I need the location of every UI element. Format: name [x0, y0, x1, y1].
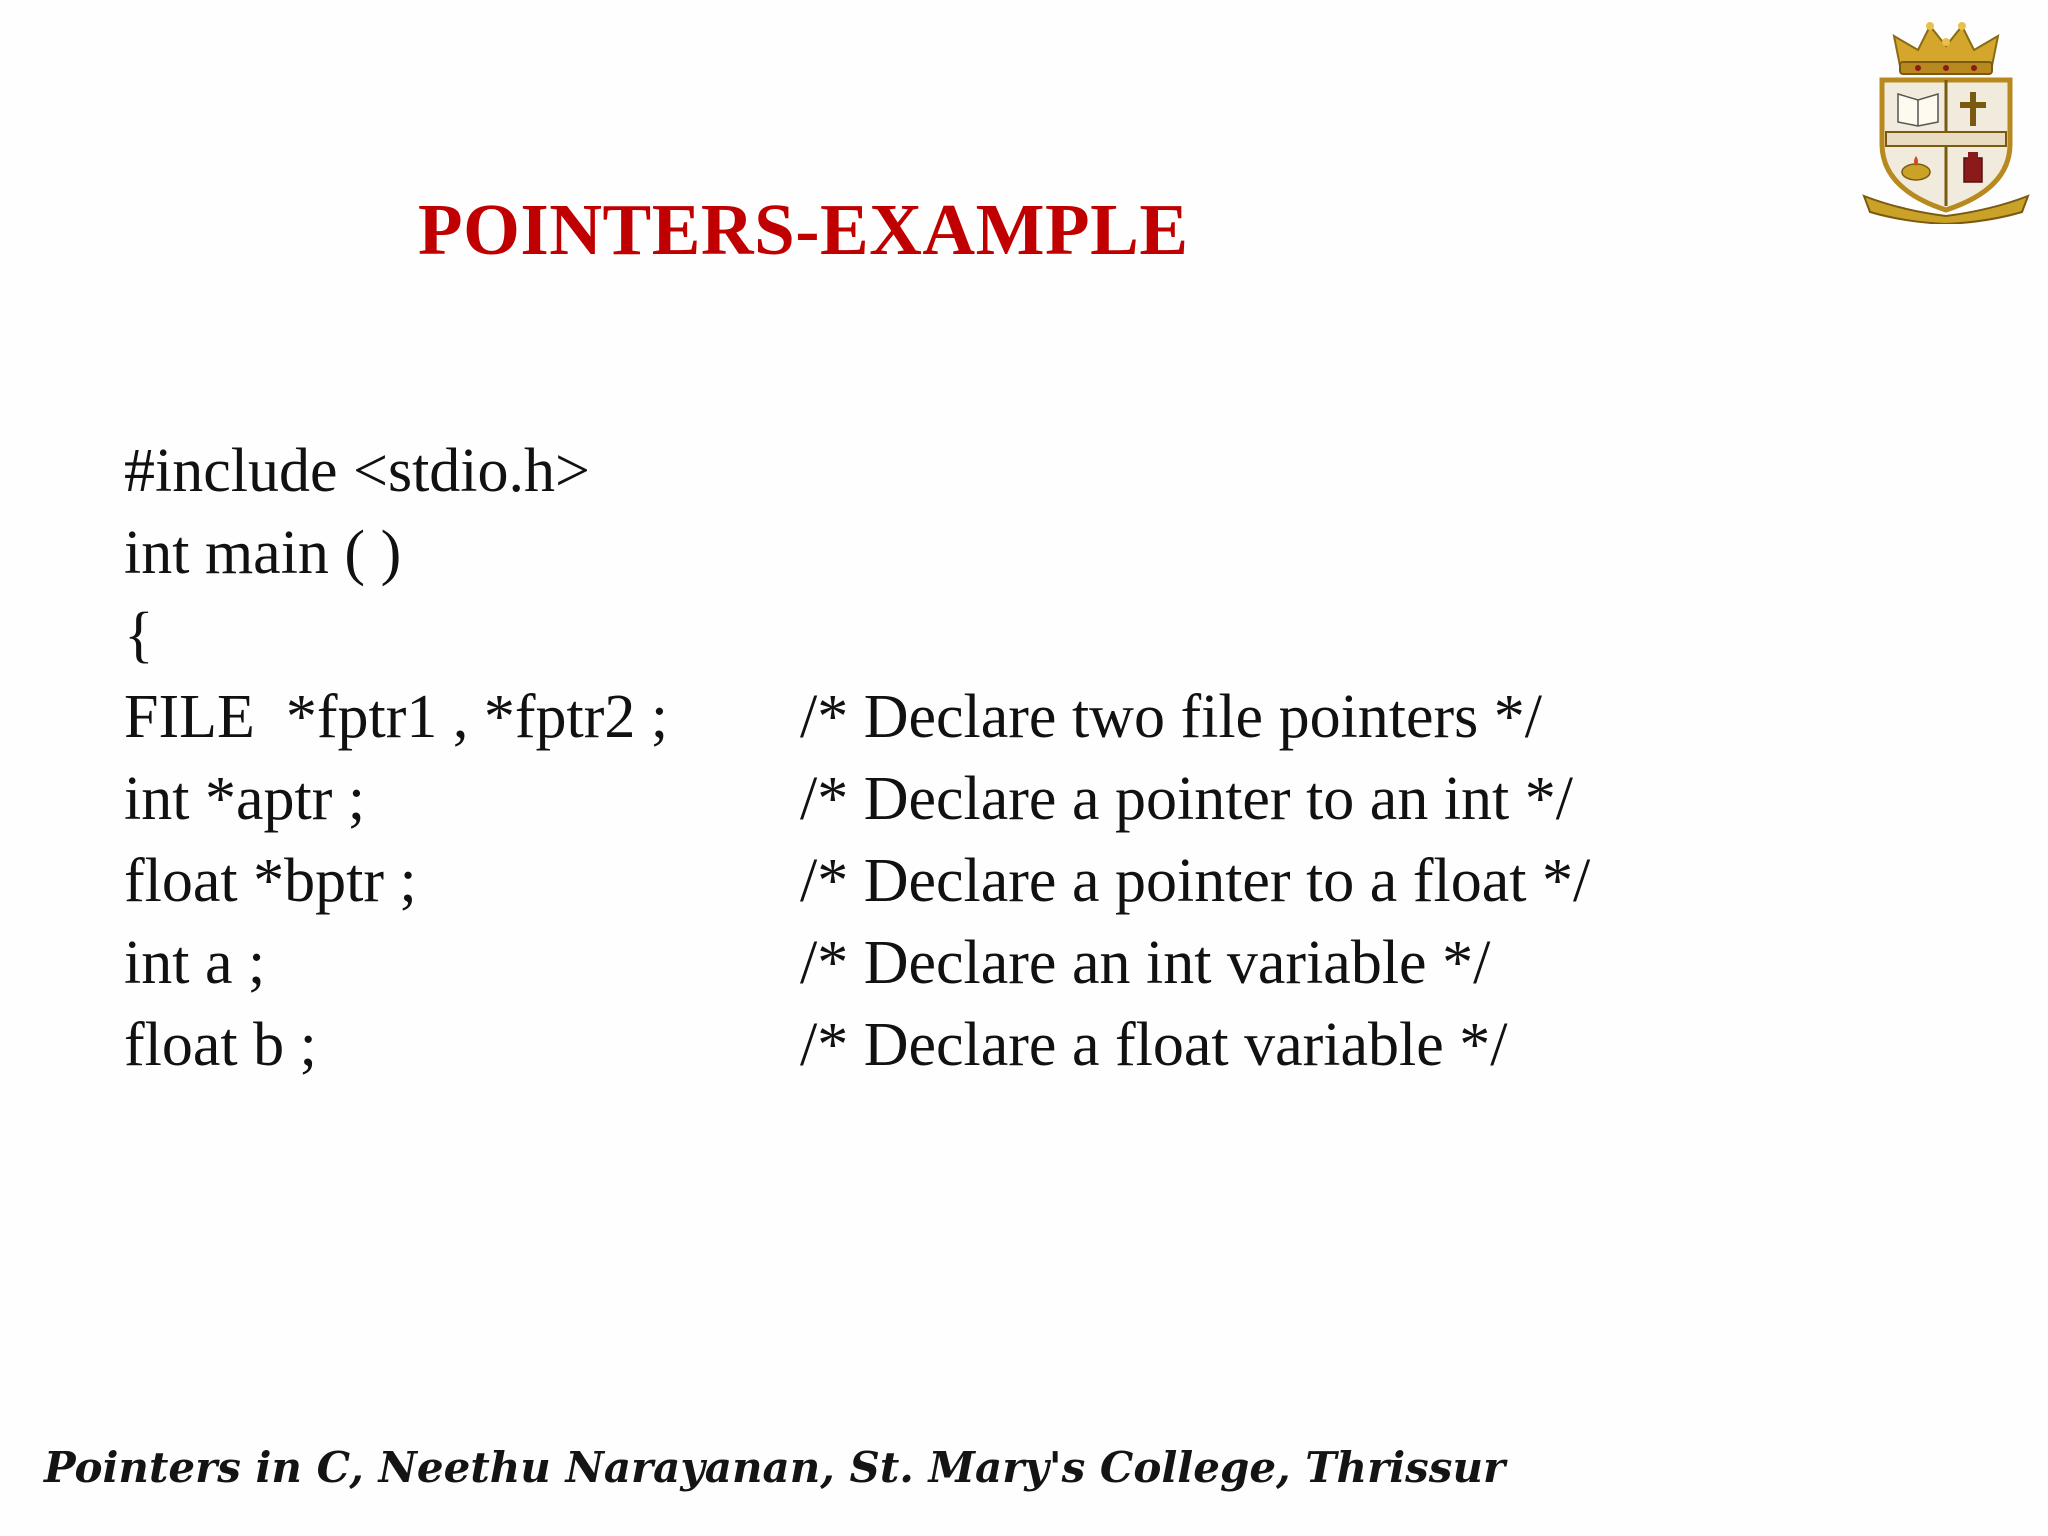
- code-statement: int *aptr ;: [124, 765, 366, 833]
- code-line: [124, 758, 1884, 840]
- code-line: [124, 840, 1884, 922]
- code-statement: int a ;: [124, 929, 266, 997]
- code-line: [124, 594, 1884, 676]
- code-statement: #include <stdio.h>: [124, 437, 590, 505]
- code-statement: {: [124, 601, 154, 669]
- code-statement: float b ;: [124, 1011, 317, 1079]
- code-line: [124, 1004, 1884, 1086]
- code-comment: /* Declare an int variable */: [800, 929, 1491, 997]
- code-line: [124, 512, 1884, 594]
- slide-footer: Pointers in C, Neethu Narayanan, St. Mary's College, Thrissur: [44, 1443, 1506, 1492]
- code-comment: /* Declare a float variable */: [800, 1011, 1508, 1079]
- code-comment: /* Declare a pointer to a float */: [800, 847, 1591, 915]
- slide-title: POINTERS-EXAMPLE: [418, 189, 1189, 270]
- code-statement: FILE *fptr1 , *fptr2 ;: [124, 683, 669, 751]
- college-crest-icon: [1860, 14, 2032, 224]
- crown-icon: [1894, 22, 1998, 74]
- code-line: [124, 430, 1884, 512]
- shield-icon: [1882, 80, 2010, 210]
- code-line: [124, 676, 1884, 758]
- code-block: [124, 430, 1884, 1086]
- code-statement: int main ( ): [124, 519, 402, 587]
- code-statement: float *bptr ;: [124, 847, 417, 915]
- code-line: [124, 922, 1884, 1004]
- code-comment: /* Declare a pointer to an int */: [800, 765, 1574, 833]
- code-comment: /* Declare two file pointers */: [800, 683, 1543, 751]
